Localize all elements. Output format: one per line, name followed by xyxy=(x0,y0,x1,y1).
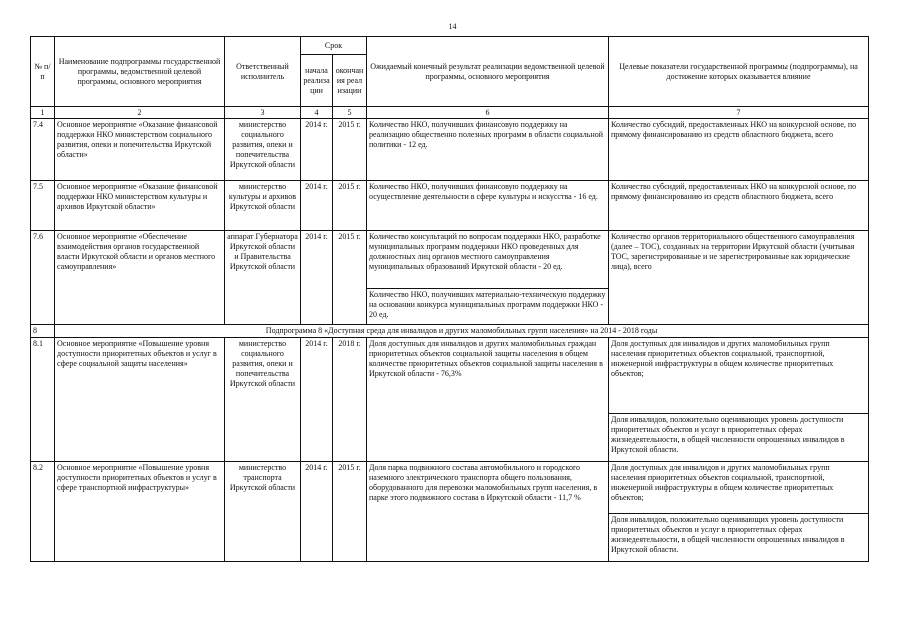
row-start: 2014 г. xyxy=(301,181,333,231)
header-num: № п/п xyxy=(31,37,55,107)
col-number-2: 2 xyxy=(55,107,225,119)
row-num: 7.5 xyxy=(31,181,55,231)
row-end: 2018 г. xyxy=(333,338,367,462)
table-row xyxy=(31,338,869,414)
row-executor: министерство социального развития, опеки и попечительства Иркутской области xyxy=(225,119,301,181)
header-name: Наименование подпрограммы государственной программы, ведомственной целевой программы, основного мероприятия xyxy=(55,37,225,107)
row-indicator-1: Доля доступных для инвалидов и других маломобильных групп населения приоритетных объектов социальной, транспортной, инженерной инфраструктуры в общем количестве приоритетных объектов; xyxy=(609,462,869,514)
page-number: 14 xyxy=(448,22,457,31)
table-row xyxy=(31,119,869,181)
col-number-6: 6 xyxy=(367,107,609,119)
col-number-1: 1 xyxy=(31,107,55,119)
col-number-5: 5 xyxy=(333,107,367,119)
row-start: 2014 г. xyxy=(301,231,333,325)
row-result-2: Количество НКО, получивших материально-техническую поддержку на основании конкурса муниципальных программ поддержки НКО - 20 ед. xyxy=(367,289,609,325)
header-executor: Ответственный исполнитель xyxy=(225,37,301,107)
row-indicator: Количество субсидий, предоставленных НКО на конкурсной основе, по прямому финансированию из средств областного бюджета, всего xyxy=(609,119,869,181)
row-result: Доля парка подвижного состава автомобильного и городского наземного электрического транспорта общего пользования, оборудованного для перевозки маломобильных групп населения, в парке этого подвижного состава в Иркутской области - 11,7 % xyxy=(367,462,609,562)
header-indicators: Целевые показатели государственной программы (подпрограммы), на достижение которых оказывается влияние xyxy=(609,37,869,107)
row-indicator: Количество органов территориального общественного самоуправления (далее – ТОС), созданных на территории Иркутской области (учитывая ТОС, зарегистрированные и не зарегистрированные как юридические лица), всего xyxy=(609,231,869,325)
col-number-4: 4 xyxy=(301,107,333,119)
row-result: Количество НКО, получивших финансовую поддержку на реализацию общественно полезных программ в области социальной политики - 12 ед. xyxy=(367,119,609,181)
row-num: 7.4 xyxy=(31,119,55,181)
table-row xyxy=(31,231,869,289)
col-number-3: 3 xyxy=(225,107,301,119)
row-num: 8.1 xyxy=(31,338,55,462)
row-end: 2015 г. xyxy=(333,119,367,181)
row-result: Доля доступных для инвалидов и других маломобильных граждан приоритетных объектов социальной защиты населения в общем количестве приоритетных объектов социальной защиты населения в Иркутской области - 76,3% xyxy=(367,338,609,462)
header-term: Срок xyxy=(301,37,367,55)
header-end: окончания реализации xyxy=(333,55,367,107)
header-start: начала реализации xyxy=(301,55,333,107)
row-executor: министерство культуры и архивов Иркутской области xyxy=(225,181,301,231)
row-executor: аппарат Губернатора Иркутской области и Правительства Иркутской области xyxy=(225,231,301,325)
row-indicator-2: Доля инвалидов, положительно оценивающих уровень доступности приоритетных объектов и услуг в приоритетных сферах жизнедеятельности, в общей численности опрошенных инвалидов в Иркутской области. xyxy=(609,414,869,462)
row-result: Количество консультаций по вопросам поддержки НКО, разработке муниципальных программ поддержки НКО проведенных для должностных лиц органов местного самоуправления муниципальных образований Иркутской области - 20 ед. xyxy=(367,231,609,289)
row-start: 2014 г. xyxy=(301,119,333,181)
row-indicator: Количество субсидий, предоставленных НКО на конкурсной основе, по прямому финансированию из средств областного бюджета, всего xyxy=(609,181,869,231)
row-end: 2015 г. xyxy=(333,462,367,562)
row-name: Основное мероприятие «Обеспечение взаимодействия органов государственной власти Иркутской области и органов местного самоуправления» xyxy=(55,231,225,325)
row-indicator-2: Доля инвалидов, положительно оценивающих уровень доступности приоритетных объектов и услуг в приоритетных сферах жизнедеятельности, в общей численности опрошенных инвалидов в Иркутской области. xyxy=(609,514,869,562)
row-name: Основное мероприятие «Оказание финансовой поддержки НКО министерством культуры и архивов Иркутской области» xyxy=(55,181,225,231)
row-start: 2014 г. xyxy=(301,462,333,562)
row-num: 8.2 xyxy=(31,462,55,562)
row-name: Основное мероприятие «Повышение уровня доступности приоритетных объектов и услуг в сфере транспортной инфраструктуры» xyxy=(55,462,225,562)
row-end: 2015 г. xyxy=(333,181,367,231)
col-number-7: 7 xyxy=(609,107,869,119)
subprogram-num: 8 xyxy=(31,325,55,338)
row-executor: министерство транспорта Иркутской области xyxy=(225,462,301,562)
row-name: Основное мероприятие «Оказание финансовой поддержки НКО министерством социального развития, опеки и попечительства Иркутской области» xyxy=(55,119,225,181)
row-start: 2014 г. xyxy=(301,338,333,462)
row-result: Количество НКО, получивших финансовую поддержку на осуществление деятельности в сфере культуры и искусства - 16 ед. xyxy=(367,181,609,231)
header-result: Ожидаемый конечный результат реализации ведомственной целевой программы, основного мероприятия xyxy=(367,37,609,107)
row-indicator-1: Доля доступных для инвалидов и других маломобильных групп населения приоритетных объектов социальной, транспортной, инженерной инфраструктуры в общем количестве приоритетных объектов; xyxy=(609,338,869,414)
subprogram-title: Подпрограмма 8 «Доступная среда для инвалидов и других маломобильных групп населения» на 2014 - 2018 годы xyxy=(55,325,869,338)
row-executor: министерство социального развития, опеки и попечительства Иркутской области xyxy=(225,338,301,462)
row-end: 2015 г. xyxy=(333,231,367,325)
subprogram-row xyxy=(31,325,869,338)
row-name: Основное мероприятие «Повышение уровня доступности приоритетных объектов и услуг в сфере социальной защиты населения» xyxy=(55,338,225,462)
table-row xyxy=(31,181,869,231)
program-table xyxy=(30,36,869,562)
row-num: 7.6 xyxy=(31,231,55,325)
table-row xyxy=(31,462,869,514)
